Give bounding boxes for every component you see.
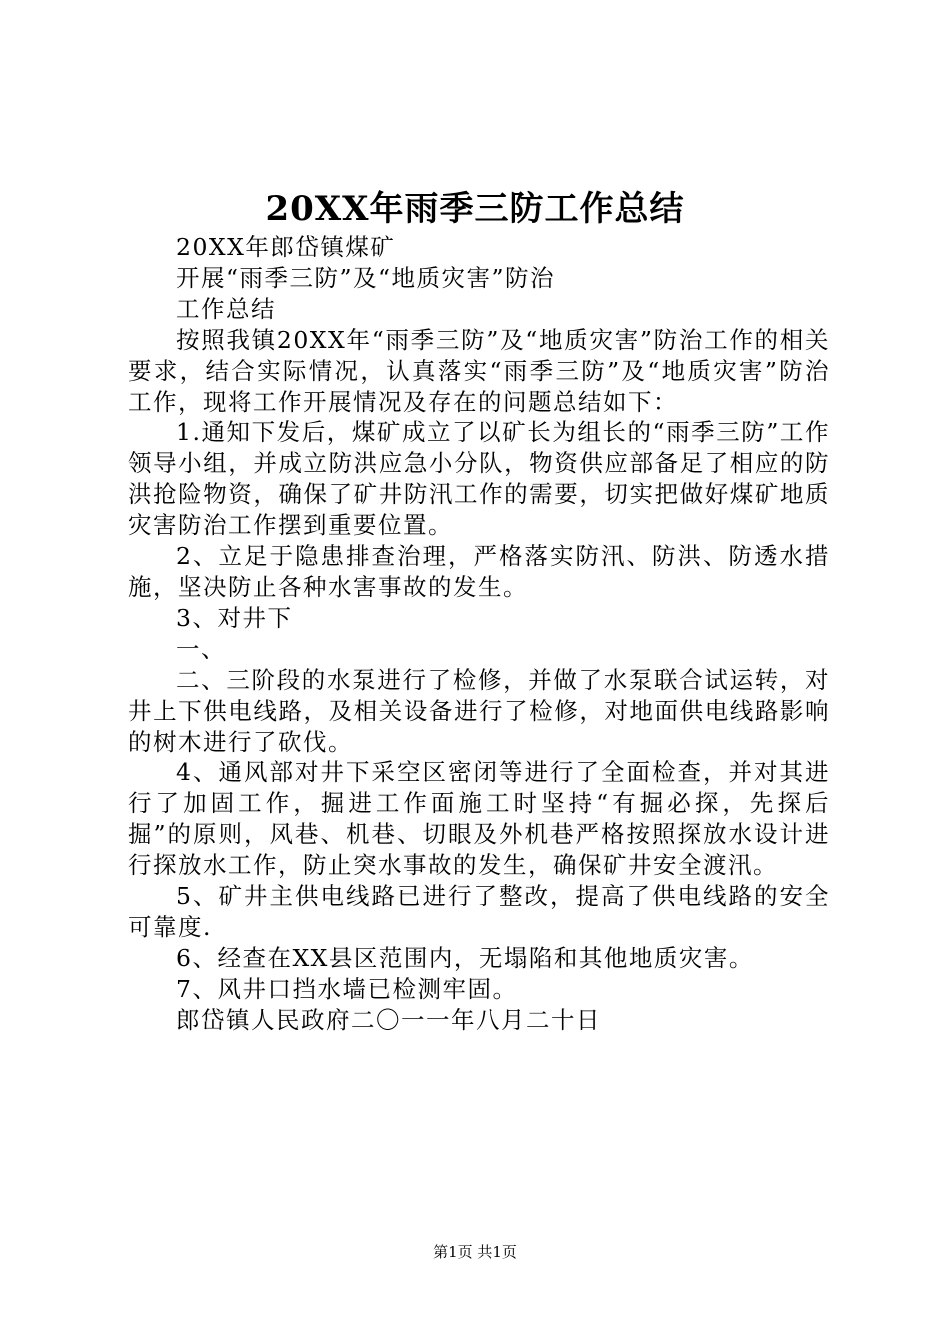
paragraph-item-3-sub-2: 二、三阶段的水泵进行了检修，并做了水泵联合试运转，对井上下供电线路，及相关设备进行了检修，对地面供电线路影响的树木进行了砍伐。 [128,665,830,756]
intro-line-3: 工作总结 [176,294,276,323]
document-title: 20XX年雨季三防工作总结 [265,189,685,229]
intro-line-2: 开展“雨季三防”及“地质灾害”防治 [176,263,556,292]
intro-line-1: 20XX年郎岱镇煤矿 [176,233,396,261]
paragraph-item-4: 4、通风部对井下采空区密闭等进行了全面检查，并对其进行了加固工作，掘进工作面施工时坚持“有掘必探，先探后掘”的原则，风巷、机巷、切眼及外机巷严格按照探放水设计进行探放水工作，防止突水事故的发生，确保矿井安全渡汛。 [128,758,830,880]
paragraph-item-3-sub-1: 一、 [176,634,226,663]
page-footer: 第1页 共1页 [433,1243,517,1261]
paragraph-item-2: 2、立足于隐患排查治理，严格落实防汛、防洪、防透水措施，坚决防止各种水害事故的发生。 [128,542,830,601]
paragraph-overview: 按照我镇20XX年“雨季三防”及“地质灾害”防治工作的相关要求，结合实际情况，认真落实“雨季三防”及“地质灾害”防治工作，现将工作开展情况及存在的问题总结如下： [128,325,830,416]
document-body [128,232,830,1036]
paragraph-item-6: 6、经查在XX县区范围内，无塌陷和其他地质灾害。 [176,943,754,972]
paragraph-item-1: 1.通知下发后，煤矿成立了以矿长为组长的“雨季三防”工作领导小组，并成立防洪应急小分队，物资供应部备足了相应的防洪抢险物资，确保了矿井防汛工作的需要，切实把做好煤矿地质灾害防治工作摆到重要位置。 [128,418,830,540]
paragraph-item-7: 7、风井口挡水墙已检测牢固。 [176,974,518,1003]
paragraph-item-5: 5、矿井主供电线路已进行了整改，提高了供电线路的安全可靠度. [128,882,830,941]
paragraph-item-3: 3、对井下 [176,603,293,632]
signature-line: 郎岱镇人民政府二〇一一年八月二十日 [176,1005,601,1034]
